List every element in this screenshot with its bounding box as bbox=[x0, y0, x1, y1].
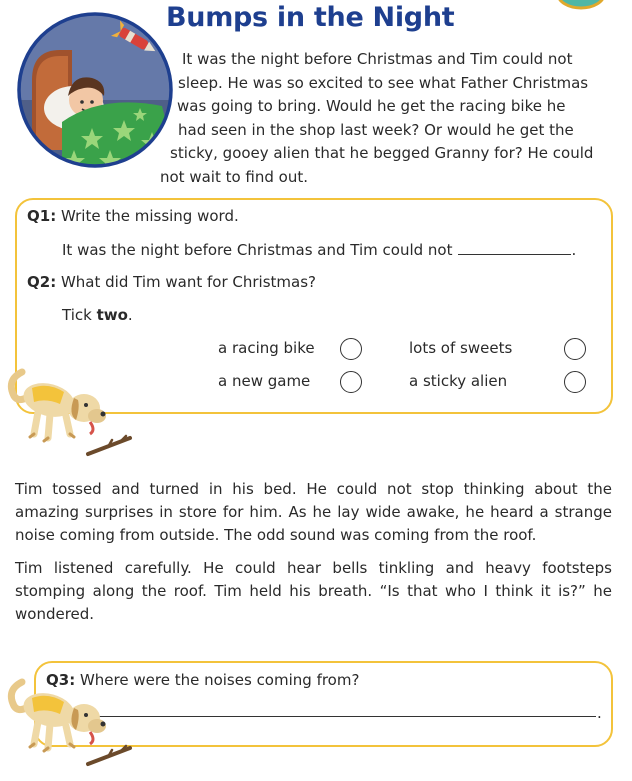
q1-answer-blank[interactable] bbox=[458, 240, 571, 255]
q1-sentence bbox=[62, 240, 576, 259]
q1-prompt-text: Write the missing word. bbox=[60, 207, 239, 225]
q1-end: . bbox=[571, 241, 577, 259]
q3-answer-line[interactable] bbox=[76, 716, 596, 717]
q1-sentence-text: It was the night before Christmas and Tim could not bbox=[62, 241, 453, 259]
q2-option-label: a racing bike bbox=[218, 339, 315, 357]
story-line: sleep. He was so excited to see what Father Christmas bbox=[178, 73, 589, 92]
q2-option-tickbox[interactable] bbox=[340, 371, 362, 393]
q2-label: Q2: bbox=[27, 273, 57, 291]
q3-label: Q3: bbox=[46, 671, 76, 689]
story-line: sticky, gooey alien that he begged Granny for? He could bbox=[170, 144, 594, 162]
page-title: Bumps in the Night bbox=[166, 2, 455, 33]
boy-in-bed-illustration bbox=[12, 10, 178, 170]
q2-option-label: a new game bbox=[218, 372, 311, 390]
corner-badge-icon bbox=[556, 0, 606, 12]
q2-option-label: a sticky alien bbox=[409, 372, 508, 390]
story-line: not wait to find out. bbox=[160, 167, 309, 186]
q1-prompt bbox=[27, 207, 239, 225]
q3-end: . bbox=[597, 704, 602, 722]
dog-with-stick-illustration bbox=[4, 362, 144, 462]
q2-prompt-text: What did Tim want for Christmas? bbox=[60, 273, 316, 291]
q2-option-label: lots of sweets bbox=[409, 339, 513, 357]
story-line: was going to bring. Would he get the racing bike he bbox=[177, 97, 566, 115]
q2-instruction-prefix: Tick bbox=[62, 306, 97, 324]
story-line: It was the night before Christmas and Tim could not bbox=[182, 50, 573, 68]
q1-label: Q1: bbox=[27, 207, 57, 225]
story-paragraph: Tim listened carefully. He could hear bells tinkling and heavy footsteps stomping along the roof. Tim held his breath. “Is that who I think it is?” he wondered. bbox=[15, 559, 612, 623]
story-intro bbox=[160, 48, 612, 189]
story-paragraph: Tim tossed and turned in his bed. He could not stop thinking about the amazing surprises in store for him. As he lay wide awake, he heard a strange noise coming from outside. The odd sound was coming from the roof. bbox=[15, 480, 612, 544]
q2-prompt bbox=[27, 273, 316, 291]
q3-prompt-text: Where were the noises coming from? bbox=[79, 671, 360, 689]
story-line: had seen in the shop last week? Or would he get the bbox=[178, 120, 574, 139]
q2-instruction-suffix: . bbox=[127, 306, 133, 324]
q2-option-tickbox[interactable] bbox=[564, 338, 586, 360]
q2-instruction bbox=[62, 306, 133, 324]
dog-with-stick-illustration bbox=[4, 672, 144, 772]
q2-instruction-bold: two bbox=[96, 306, 128, 324]
q2-option-tickbox[interactable] bbox=[340, 338, 362, 360]
q2-option-tickbox[interactable] bbox=[564, 371, 586, 393]
